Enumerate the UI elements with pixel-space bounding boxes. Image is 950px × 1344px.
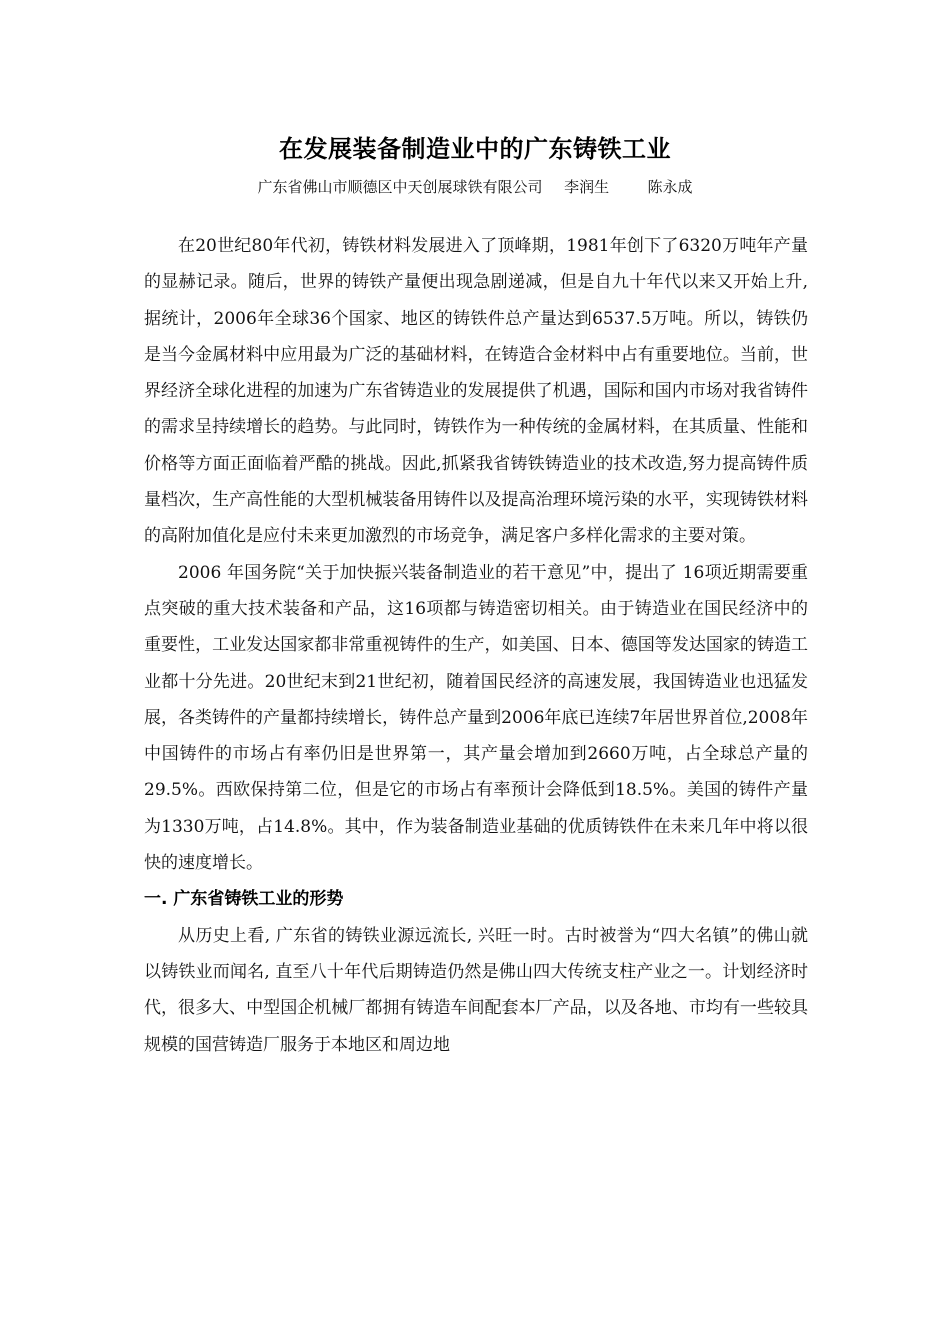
body-paragraph: 从历史上看, 广东省的铸铁业源远流长, 兴旺一时。古时被誉为“四大名镇”的佛山就以铸铁业而闻名, 直至八十年代后期铸造仍然是佛山四大传统支柱产业之一。计划经济时代，很多大、中型国企机械厂都拥有铸造车间配套本厂产品，以及各地、市均有一些较具规模的国营铸造厂服务于本地区和周边地 bbox=[144, 925, 808, 1055]
document-title: 在发展装备制造业中的广东铸铁工业 bbox=[279, 135, 671, 163]
document-body bbox=[144, 228, 808, 1063]
section-heading: 一. 广东省铸铁工业的形势 bbox=[144, 889, 344, 910]
body-paragraph: 在20世纪80年代初，铸铁材料发展进入了顶峰期，1981年创下了6320万吨年产量的显赫记录。随后，世界的铸铁产量便出现急剧递减，但是自九十年代以来又开始上升, 据统计，2006年全球36个国家、地区的铸铁件总产量达到6537.5万吨。所以，铸铁仍是当今金属材料中应用最为广泛的基础材料，在铸造合金材料中占有重要地位。当前，世界经济全球化进程的加速为广东省铸造业的发展提供了机遇，国际和国内市场对我省铸件的需求呈持续增长的趋势。与此同时，铸铁作为一种传统的金属材料，在其质量、性能和价格等方面正面临着严酷的挑战。因此,抓紧我省铸铁铸造业的技术改造,努力提高铸件质量档次，生产高性能的大型机械装备用铸件以及提高治理环境污染的水平，实现铸铁材料的高附加值化是应付未来更加激烈的市场竞争，满足客户多样化需求的主要对策。 bbox=[144, 236, 808, 547]
body-paragraph: 2006 年国务院“关于加快振兴装备制造业的若干意见”中，提出了 16项近期需要重点突破的重大技术装备和产品，这16项都与铸造密切相关。由于铸造业在国民经济中的重要性，工业发达国家都非常重视铸件的生产，如美国、日本、德国等发达国家的铸造工业都十分先进。20世纪末到21世纪初，随着国民经济的高速发展，我国铸造业也迅猛发展，各类铸件的产量都持续增长，铸件总产量到2006年底已连续7年居世界首位,2008年中国铸件的市场占有率仍旧是世界第一，其产量会增加到2660万吨，占全球总产量的29.5%。西欧保持第二位，但是它的市场占有率预计会降低到18.5%。美国的铸件产量为1330万吨，占14.8%。其中，作为装备制造业基础的优质铸铁件在未来几年中将以很快的速度增长。 bbox=[144, 562, 808, 874]
author-organization: 广东省佛山市顺德区中天创展球铁有限公司 bbox=[257, 178, 543, 196]
author-byline bbox=[0, 176, 950, 198]
author-name: 陈永成 bbox=[647, 178, 693, 196]
author-name: 李润生 bbox=[564, 178, 610, 196]
